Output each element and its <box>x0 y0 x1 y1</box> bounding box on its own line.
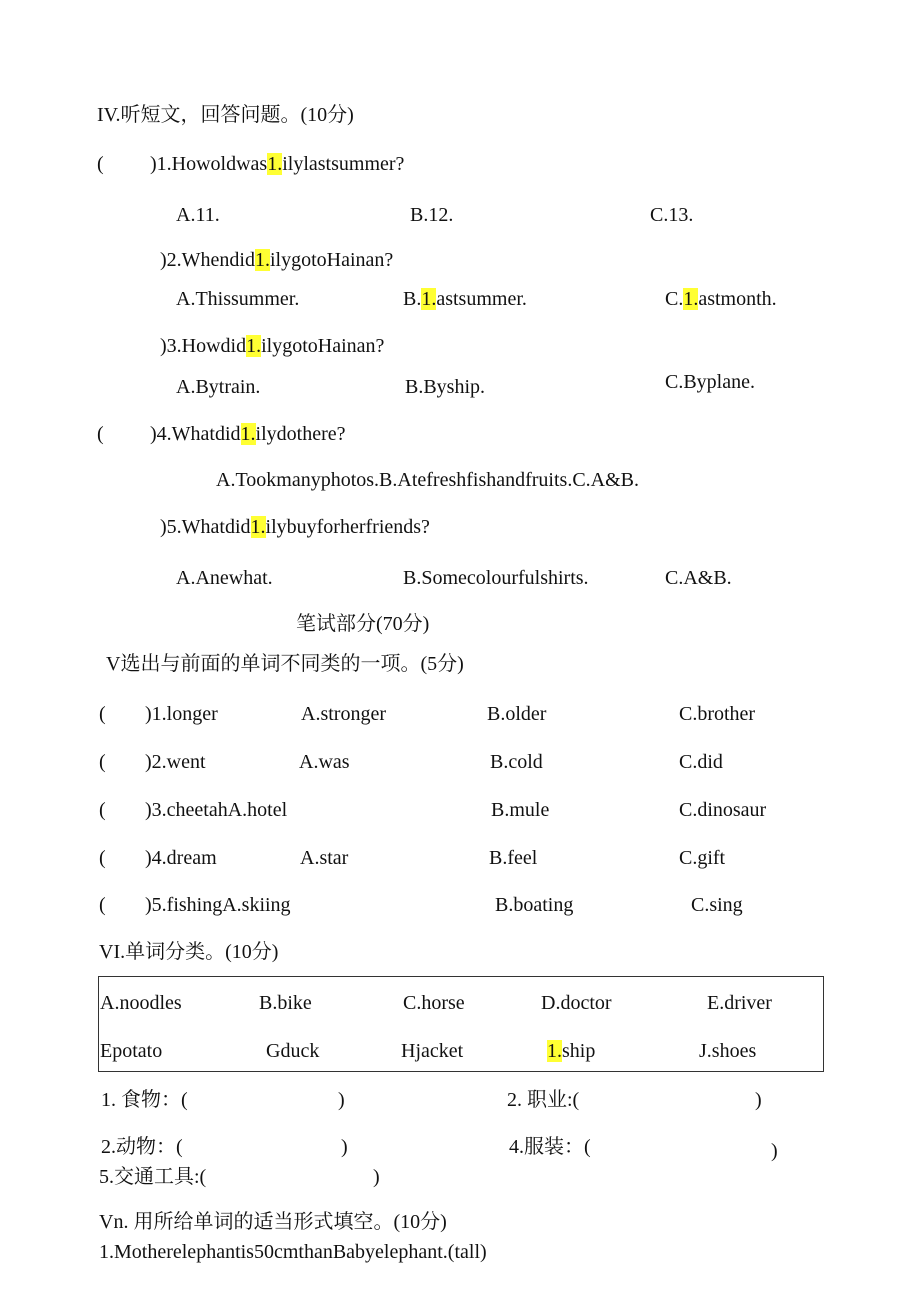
q4-question: )4.Whatdid1.ilydothere? <box>150 423 346 445</box>
section-vii-title: Vn. 用所给单词的适当形式填空。(10分) <box>99 1211 447 1233</box>
q2-question: )2.Whendid1.ilygotoHainan? <box>160 249 394 271</box>
word-h: Hjacket <box>401 1040 464 1062</box>
category-job: 2. 职业:( <box>507 1089 580 1111</box>
q3-option-b: B.Byship. <box>405 376 486 398</box>
row-option-c: C.sing <box>691 894 743 916</box>
section-v-title: V选出与前面的单词不同类的一项。(5分) <box>106 653 464 675</box>
q5-option-b: B.Somecolourfulshirts. <box>403 567 589 589</box>
category-transport: 5.交通工具:( <box>99 1166 207 1188</box>
q1-option-c: C.13. <box>650 204 694 226</box>
category-animal-close: ) <box>341 1136 348 1158</box>
row-option-b: B.feel <box>489 847 538 869</box>
section-vii-q1: 1.Motherelephantis50cmthanBabyelephant.(tall) <box>99 1241 487 1263</box>
row-paren: ( <box>99 847 106 869</box>
highlight-mark: 1. <box>683 288 699 310</box>
q1-paren: ( <box>97 153 104 175</box>
written-part-title: 笔试部分(70分) <box>296 613 430 635</box>
q5-question: )5.Whatdid1.ilybuyforherfriends? <box>160 516 430 538</box>
row-option-b: B.cold <box>490 751 543 773</box>
row-option-a: A.star <box>300 847 349 869</box>
q1-option-a: A.11. <box>176 204 220 226</box>
highlight-mark: 1. <box>267 153 283 175</box>
highlight-mark: 1. <box>250 516 266 538</box>
category-transport-close: ) <box>373 1166 380 1188</box>
word-g: Gduck <box>266 1040 320 1062</box>
category-animal: 2.动物：( <box>101 1136 183 1158</box>
row-word: )1.longer <box>145 703 218 725</box>
highlight-mark: 1. <box>254 249 270 271</box>
row-option-c: C.gift <box>679 847 726 869</box>
section-iv-title: IV.听短文，回答问题。(10分) <box>97 104 354 126</box>
q4-options: A.Tookmanyphotos.B.Atefreshfishandfruits.C.A&B. <box>216 469 640 491</box>
word-j: J.shoes <box>699 1040 757 1062</box>
q5-option-c: C.A&B. <box>665 567 732 589</box>
row-word: )5.fishingA.skiing <box>145 894 291 916</box>
category-job-close: ) <box>755 1089 762 1111</box>
word-a: A.noodles <box>100 992 182 1014</box>
category-food-close: ) <box>338 1089 345 1111</box>
row-paren: ( <box>99 894 106 916</box>
row-option-a: A.was <box>299 751 350 773</box>
highlight-mark: 1. <box>547 1040 562 1062</box>
row-word: )3.cheetahA.hotel <box>145 799 288 821</box>
q5-option-a: A.Anewhat. <box>176 567 273 589</box>
q2-option-a: A.Thissummer. <box>176 288 300 310</box>
highlight-mark: 1. <box>246 335 262 357</box>
highlight-mark: 1. <box>421 288 437 310</box>
q3-question: )3.Howdid1.ilygotoHainan? <box>160 335 385 357</box>
row-option-b: B.older <box>487 703 547 725</box>
word-i: 1.ship <box>547 1040 596 1062</box>
row-option-c: C.did <box>679 751 723 773</box>
row-option-a: A.stronger <box>301 703 386 725</box>
q1-question: )1.Howoldwas1.ilylastsummer? <box>150 153 405 175</box>
section-vi-title: VI.单词分类。(10分) <box>99 941 279 963</box>
q3-option-c: C.Byplane. <box>665 371 755 393</box>
category-food: 1. 食物：( <box>101 1089 188 1111</box>
q1-option-b: B.12. <box>410 204 454 226</box>
word-f: Epotato <box>100 1040 163 1062</box>
row-option-b: B.mule <box>491 799 550 821</box>
word-c: C.horse <box>403 992 465 1014</box>
word-b: B.bike <box>259 992 312 1014</box>
row-word: )4.dream <box>145 847 217 869</box>
row-option-c: C.brother <box>679 703 756 725</box>
row-option-b: B.boating <box>495 894 574 916</box>
word-e: E.driver <box>707 992 772 1014</box>
q4-paren: ( <box>97 423 104 445</box>
row-word: )2.went <box>145 751 206 773</box>
q3-option-a: A.Bytrain. <box>176 376 261 398</box>
category-clothes: 4.服装：( <box>509 1136 591 1158</box>
category-clothes-close: ) <box>771 1140 778 1162</box>
word-d: D.doctor <box>541 992 612 1014</box>
row-paren: ( <box>99 799 106 821</box>
row-paren: ( <box>99 703 106 725</box>
highlight-mark: 1. <box>240 423 256 445</box>
row-paren: ( <box>99 751 106 773</box>
row-option-c: C.dinosaur <box>679 799 767 821</box>
q2-option-b: B.1.astsummer. <box>403 288 527 310</box>
q2-option-c: C.1.astmonth. <box>665 288 777 310</box>
